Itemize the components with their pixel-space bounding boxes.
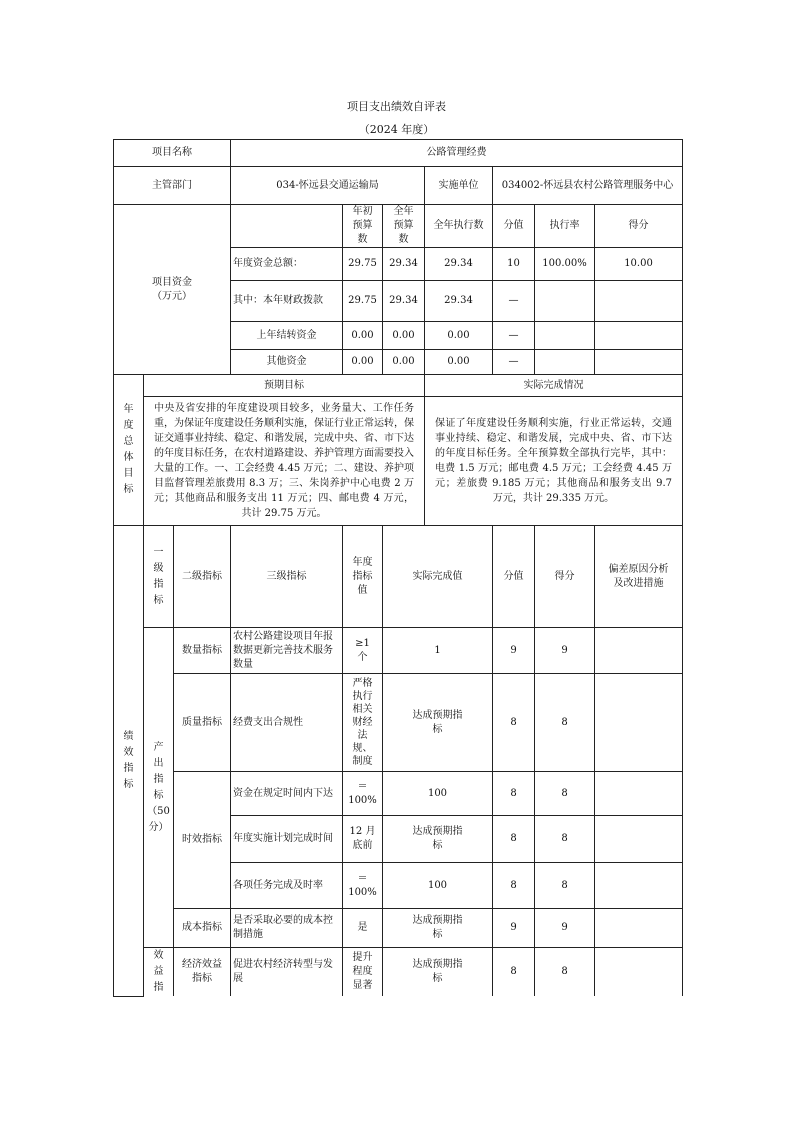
funds-row-score: — (493, 281, 535, 322)
goals-header-row (114, 375, 683, 397)
indicators-header-row (114, 526, 683, 628)
indicator-actual: 100 (383, 772, 493, 816)
funds-row-exec: 0.00 (425, 350, 493, 375)
indicator-target: ＝ 100% (343, 863, 383, 909)
performance-indicators-label: 绩 效 指 标 (114, 526, 144, 997)
funds-row-initial: 29.75 (343, 248, 383, 281)
indicator-level3: 各项任务完成及时率 (231, 863, 343, 909)
indicator-actual: 达成预期指 标 (383, 816, 493, 863)
document-year: （2024 年度） (358, 123, 435, 136)
indicator-score: 8 (493, 948, 535, 997)
indicator-actual: 达成预期指 标 (383, 674, 493, 772)
funds-row-rate (535, 350, 595, 375)
indicator-actual: 达成预期指 标 (383, 948, 493, 997)
actual-value-header: 实际完成值 (383, 526, 493, 628)
funds-row-exec: 29.34 (425, 248, 493, 281)
funds-row-exec: 0.00 (425, 322, 493, 350)
funds-row-name: 上年结转资金 (231, 322, 343, 350)
indicator-target: 12 月 底前 (343, 816, 383, 863)
indicator-level3: 农村公路建设项目年报数据更新完善技术服务数量 (231, 628, 343, 674)
indicator-score: 8 (493, 674, 535, 772)
indicator-row (114, 909, 683, 948)
dept-value: 034-怀远县交通运输局 (231, 167, 425, 205)
funds-row-name: 其中：本年财政拨款 (231, 281, 343, 322)
indicator-got: 8 (535, 674, 595, 772)
full-budget-header: 全年 预算 数 (383, 205, 425, 248)
indicator-row (114, 674, 683, 772)
funds-row-name: 年度资金总额： (231, 248, 343, 281)
indicator-reason (595, 909, 683, 948)
deviation-reason-header: 偏差原因分析 及改进措施 (595, 526, 683, 628)
indicator-level3: 是否采取必要的成本控制措施 (231, 909, 343, 948)
funds-row-score: 10 (493, 248, 535, 281)
impl-unit-value: 034002-怀远县农村公路管理服务中心 (493, 167, 683, 205)
indicator-target: 是 (343, 909, 383, 948)
dept-label: 主管部门 (114, 167, 231, 205)
indicator-target: ≥1 个 (343, 628, 383, 674)
funds-row-initial: 0.00 (343, 350, 383, 375)
funds-row-got (595, 322, 683, 350)
performance-table (113, 139, 683, 997)
indicator-level2: 成本指标 (174, 909, 231, 948)
indicator-got: 9 (535, 909, 595, 948)
funds-row-rate (535, 281, 595, 322)
indicator-level3: 资金在规定时间内下达 (231, 772, 343, 816)
funds-row-rate (535, 322, 595, 350)
level3-header: 三级指标 (231, 526, 343, 628)
indicator-level2: 数量指标 (174, 628, 231, 674)
expected-goals-header: 预期目标 (144, 375, 425, 397)
funds-row-full: 0.00 (383, 322, 425, 350)
benefit-indicators-label: 效 益 指 (144, 948, 174, 997)
actual-completion-header: 实际完成情况 (425, 375, 683, 397)
funds-row-initial: 29.75 (343, 281, 383, 322)
indicator-reason (595, 628, 683, 674)
indicator-got: 8 (535, 863, 595, 909)
project-name-value: 公路管理经费 (231, 140, 683, 167)
indicator-actual: 达成预期指 标 (383, 909, 493, 948)
indicator-level2: 质量指标 (174, 674, 231, 772)
indicator-row (114, 628, 683, 674)
rate-header: 执行率 (535, 205, 595, 248)
indicator-reason (595, 674, 683, 772)
department-row (114, 167, 683, 205)
indicator-target: 严格 执行 相关 财经 法 规、 制度 (343, 674, 383, 772)
level2-header: 二级指标 (174, 526, 231, 628)
project-name-row (114, 140, 683, 167)
indicator-row (114, 772, 683, 816)
funds-header-blank (231, 205, 343, 248)
impl-unit-label: 实施单位 (425, 167, 493, 205)
indicator-got: 9 (535, 628, 595, 674)
funds-row-rate: 100.00% (535, 248, 595, 281)
expected-goals-text: 中央及省安排的年度建设项目较多，业务量大、工作任务重，为保证年度建设任务顺利实施，保证行业正常运转，保证交通事业持续、稳定、和谐发展，完成中央、省、市下达的年度目标任务，在农村道路建设、养护管理方面需要投入大量的工作。一、工会经费 4.45 万元；二、建设、养护项目监督管理差旅费用 8.3 万；三、朱岗养护中心电费 2 万元；其他商品和服务支出 11 万元；四、邮电费 4 万元，共计 29.75 万元。 (144, 397, 425, 526)
indicator-reason (595, 816, 683, 863)
indicator-points-header: 得分 (535, 526, 595, 628)
funds-row-got (595, 281, 683, 322)
indicator-score: 9 (493, 909, 535, 948)
funds-row-full: 29.34 (383, 248, 425, 281)
indicator-reason (595, 772, 683, 816)
annual-goals-label: 年 度 总 体 目 标 (114, 375, 144, 526)
target-header: 年度 指标 值 (343, 526, 383, 628)
indicator-reason (595, 948, 683, 997)
score-header: 分值 (493, 205, 535, 248)
indicator-actual: 1 (383, 628, 493, 674)
indicator-got: 8 (535, 772, 595, 816)
indicator-score: 8 (493, 772, 535, 816)
indicator-got: 8 (535, 948, 595, 997)
indicator-level3: 促进农村经济转型与发展 (231, 948, 343, 997)
project-name-label: 项目名称 (114, 140, 231, 167)
points-header: 得分 (595, 205, 683, 248)
funds-header-row (114, 205, 683, 248)
funds-row-full: 0.00 (383, 350, 425, 375)
actual-completion-text: 保证了年度建设任务顺利实施，行业正常运转，交通事业持续、稳定、和谐发展，完成中央、省、市下达的年度目标任务。全年预算数全部执行完毕，其中：电费 1.5 万元；邮电费 4.5 万元；工会经费 4.45 万元；差旅费 9.185 万元；其他商品和服务支出 9.7 万元，共计 29.335 万元。 (425, 397, 683, 526)
indicator-score: 8 (493, 863, 535, 909)
funds-row-exec: 29.34 (425, 281, 493, 322)
funds-row-name: 其他资金 (231, 350, 343, 375)
funds-label: 项目资金 （万元） (114, 205, 231, 375)
indicator-level3: 年度实施计划完成时间 (231, 816, 343, 863)
executed-header: 全年执行数 (425, 205, 493, 248)
indicator-got: 8 (535, 816, 595, 863)
indicator-score: 9 (493, 628, 535, 674)
funds-row-initial: 0.00 (343, 322, 383, 350)
initial-budget-header: 年初 预算 数 (343, 205, 383, 248)
indicator-level3: 经费支出合规性 (231, 674, 343, 772)
funds-row-score: — (493, 350, 535, 375)
document-title: 项目支出绩效自评表 (347, 100, 446, 113)
indicator-level2: 经济效益 指标 (174, 948, 231, 997)
funds-row-got (595, 350, 683, 375)
indicator-actual: 100 (383, 863, 493, 909)
funds-row-score: — (493, 322, 535, 350)
funds-row-got: 10.00 (595, 248, 683, 281)
indicator-score: 8 (493, 816, 535, 863)
goals-content-row (114, 397, 683, 526)
indicator-score-header: 分值 (493, 526, 535, 628)
output-indicators-label: 产 出 指 标 （50 分） (144, 628, 174, 948)
indicator-row (114, 948, 683, 997)
indicator-reason (595, 863, 683, 909)
indicator-level2: 时效指标 (174, 772, 231, 909)
indicator-target: ＝ 100% (343, 772, 383, 816)
indicator-target: 提升 程度 显著 (343, 948, 383, 997)
funds-row-full: 29.34 (383, 281, 425, 322)
level1-header: 一 级 指 标 (144, 526, 174, 628)
